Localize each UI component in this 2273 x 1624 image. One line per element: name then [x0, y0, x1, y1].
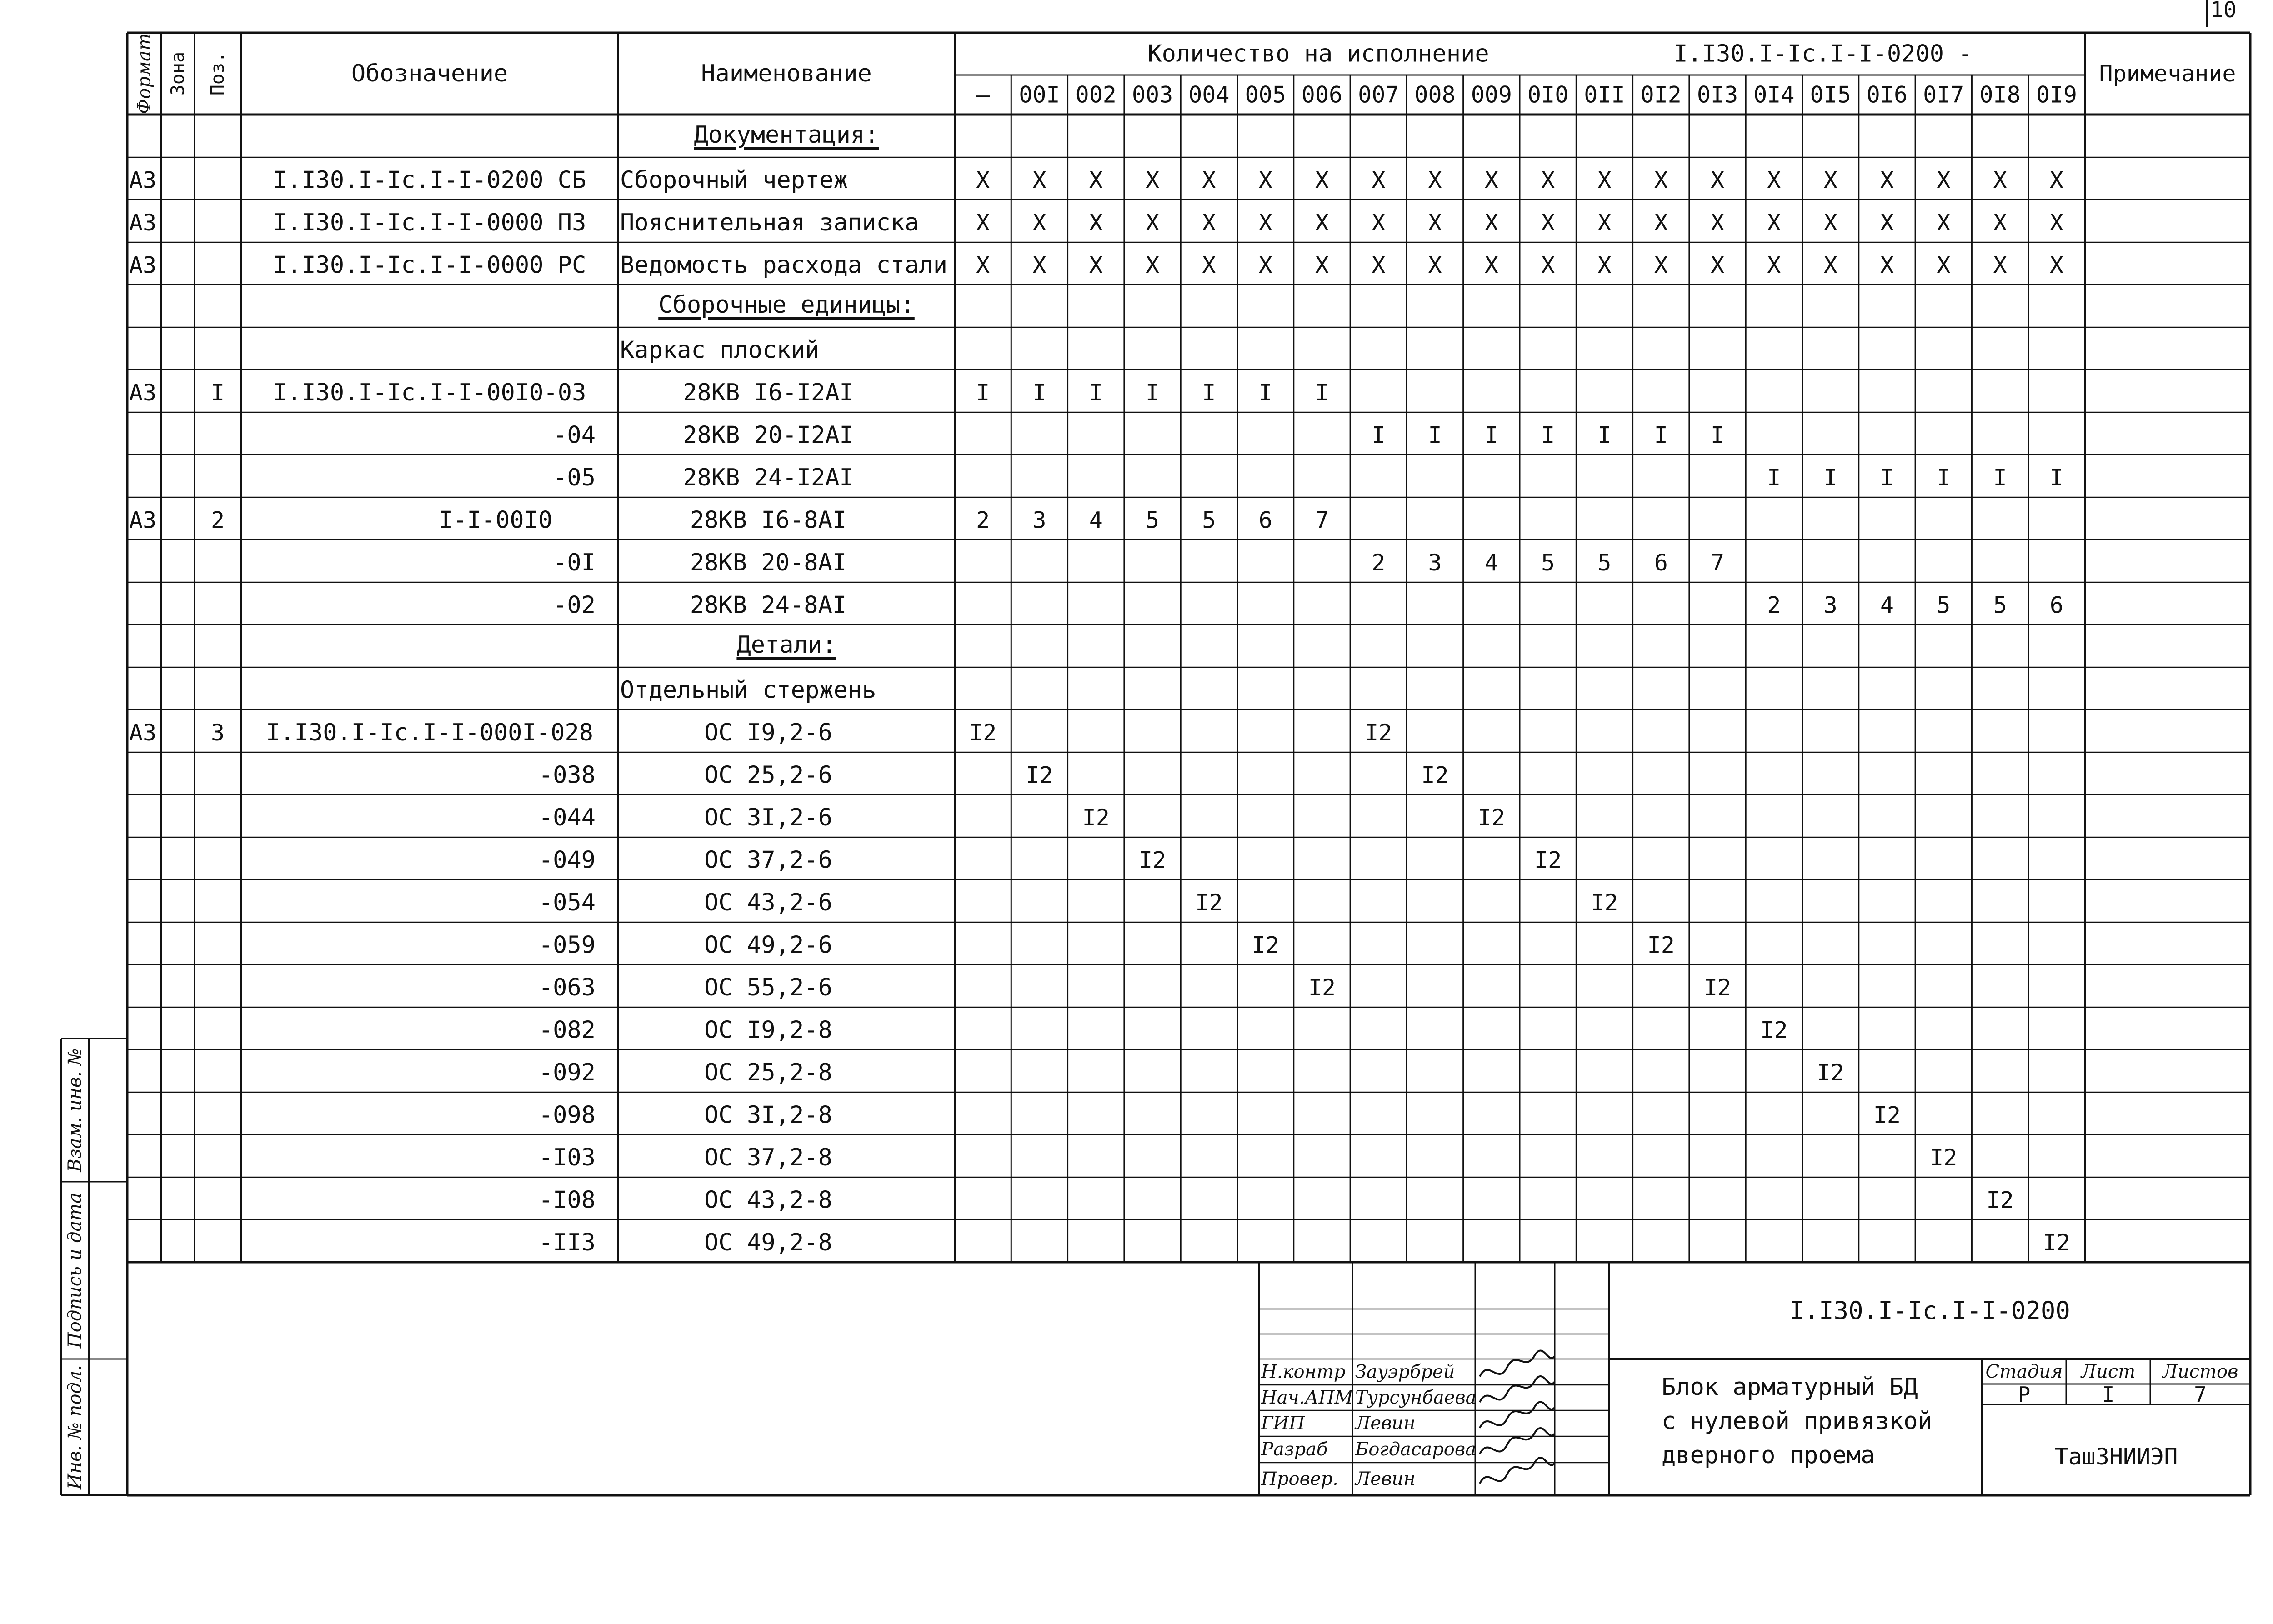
quantity-cell: I2	[1647, 932, 1675, 959]
variant-header: 0I7	[1923, 81, 1964, 108]
header-quantity-title: Количество на исполнение	[1147, 40, 1489, 68]
name-cell: 28КВ I6-8AI	[690, 506, 847, 534]
quantity-cell: X	[1880, 252, 1894, 279]
quantity-cell: I2	[1986, 1187, 2014, 1214]
quantity-cell: X	[1993, 210, 2007, 236]
quantity-cell: X	[2049, 167, 2063, 194]
quantity-cell: I	[1032, 380, 1046, 406]
designation-cell: I-I-00I0	[438, 506, 553, 534]
designation-cell: I.I30.I-Ic.I-I-0200 СБ	[273, 166, 586, 194]
quantity-cell: I	[976, 380, 990, 406]
quantity-cell: X	[2049, 210, 2063, 236]
quantity-cell: X	[1710, 252, 1725, 279]
quantity-cell: 7	[1710, 550, 1725, 576]
quantity-cell: X	[976, 167, 990, 194]
section-heading: Документация:	[694, 121, 879, 149]
quantity-cell: 5	[1202, 507, 1216, 534]
format-cell: A3	[129, 507, 157, 534]
quantity-cell: I2	[1026, 762, 1053, 789]
signer-name: Турсунбаева	[1355, 1387, 1477, 1408]
stamp-inv-number: Инв. № подл.	[65, 1365, 85, 1489]
designation-cell: -054	[538, 889, 596, 916]
designation-cell: -0I	[553, 549, 596, 576]
quantity-cell: X	[1597, 252, 1612, 279]
quantity-cell: X	[1032, 210, 1046, 236]
variant-header: 00I	[1019, 81, 1060, 108]
quantity-cell: I	[1428, 422, 1442, 449]
quantity-cell: X	[1089, 210, 1103, 236]
quantity-cell: X	[1767, 210, 1781, 236]
format-cell: A3	[129, 210, 157, 236]
quantity-cell: X	[1258, 252, 1272, 279]
designation-cell: I.I30.I-Ic.I-I-0000 ПЗ	[273, 209, 586, 236]
quantity-cell: X	[1258, 210, 1272, 236]
signer-role: Провер.	[1261, 1469, 1338, 1489]
variant-header: 0I8	[1979, 81, 2021, 108]
name-cell: ОС 49,2-8	[704, 1229, 832, 1256]
stamp-signature-date: Подпись и дата	[65, 1192, 85, 1349]
quantity-cell: I	[1258, 380, 1272, 406]
variant-header: 003	[1131, 81, 1173, 108]
quantity-cell: I	[2049, 465, 2063, 491]
format-cell: A3	[129, 167, 157, 194]
quantity-cell: X	[1654, 252, 1668, 279]
name-cell: ОС 25,2-8	[704, 1059, 832, 1086]
header-zone: Зона	[167, 51, 189, 96]
name-cell: Сборочный чертеж	[620, 166, 848, 194]
sheets-value: 7	[2194, 1382, 2207, 1407]
quantity-cell: 6	[2049, 592, 2063, 619]
name-cell: ОС 55,2-6	[704, 974, 832, 1001]
name-cell: ОС 49,2-6	[704, 931, 832, 959]
name-cell: Пояснительная записка	[620, 209, 919, 236]
quantity-cell: I2	[1308, 974, 1336, 1001]
quantity-cell: X	[1654, 167, 1668, 194]
quantity-cell: I	[1372, 422, 1386, 449]
signer-name: Богдасарова	[1355, 1439, 1476, 1460]
section-heading: Сборочные единицы:	[658, 291, 915, 319]
name-cell: 28КВ 20-I2AI	[683, 421, 854, 449]
quantity-cell: I2	[1591, 889, 1618, 916]
variant-header: 008	[1414, 81, 1456, 108]
signature-mark	[1480, 1402, 1555, 1428]
variant-header: 0I2	[1640, 81, 1682, 108]
signer-name: Левин	[1355, 1469, 1416, 1489]
quantity-cell: X	[1202, 252, 1216, 279]
stage-label: Стадия	[1985, 1361, 2063, 1382]
designation-cell: -I03	[538, 1144, 596, 1171]
variant-header: 009	[1471, 81, 1512, 108]
quantity-cell: X	[1823, 210, 1837, 236]
sheets-label: Листов	[2162, 1361, 2238, 1382]
quantity-cell: I	[1823, 465, 1837, 491]
doc-title-line: дверного проема	[1662, 1442, 1875, 1469]
signer-role: Нач.АПМ	[1261, 1387, 1353, 1408]
name-cell: 28КВ 24-8AI	[690, 591, 847, 619]
quantity-cell: X	[1541, 252, 1555, 279]
quantity-cell: X	[1089, 167, 1103, 194]
quantity-cell: 2	[1767, 592, 1781, 619]
variant-header: 002	[1075, 81, 1116, 108]
quantity-cell: I2	[1138, 847, 1167, 874]
quantity-cell: X	[1937, 210, 1951, 236]
quantity-cell: X	[1993, 167, 2007, 194]
quantity-cell: X	[1597, 210, 1612, 236]
name-cell: 28КВ 24-I2AI	[683, 464, 854, 491]
quantity-cell: X	[1145, 167, 1160, 194]
variant-header: 0II	[1584, 81, 1625, 108]
quantity-cell: 2	[1372, 550, 1386, 576]
format-cell: A3	[129, 380, 157, 406]
variant-header: 007	[1358, 81, 1399, 108]
variant-header: 005	[1245, 81, 1286, 108]
pos-cell: 2	[210, 507, 225, 534]
quantity-cell: I2	[1477, 805, 1505, 831]
quantity-cell: X	[1089, 252, 1103, 279]
quantity-cell: 3	[1823, 592, 1837, 619]
quantity-cell: X	[1993, 252, 2007, 279]
variant-header: 0I6	[1866, 81, 1908, 108]
signer-name: Зауэрбрей	[1355, 1361, 1455, 1383]
quantity-cell: X	[1145, 210, 1160, 236]
quantity-cell: I2	[1082, 805, 1110, 831]
header-pos: Поз.	[207, 51, 228, 96]
quantity-cell: X	[1937, 167, 1951, 194]
quantity-cell: 5	[1937, 592, 1951, 619]
quantity-cell: X	[1597, 167, 1612, 194]
name-cell: ОС 3I,2-6	[704, 804, 832, 831]
quantity-cell: 5	[1597, 550, 1612, 576]
designation-cell: -02	[553, 591, 596, 619]
quantity-cell: 6	[1654, 550, 1668, 576]
organization: ТашЗНИИЭП	[2054, 1444, 2178, 1470]
quantity-cell: I	[1880, 465, 1894, 491]
quantity-cell: I2	[1930, 1144, 1958, 1171]
quantity-cell: X	[2049, 252, 2063, 279]
name-cell: Ведомость расхода стали	[620, 251, 948, 279]
quantity-cell: I	[1484, 422, 1498, 449]
designation-cell: -092	[538, 1059, 596, 1086]
variant-header: –	[976, 81, 990, 108]
name-cell: ОС 3I,2-8	[704, 1101, 832, 1129]
quantity-cell: I2	[1534, 847, 1562, 874]
name-cell: ОС 43,2-6	[704, 889, 832, 916]
quantity-cell: X	[1372, 167, 1386, 194]
quantity-cell: X	[1428, 167, 1442, 194]
stamp-replaced-inv: Взам. инв. №	[65, 1048, 85, 1172]
quantity-cell: I	[1993, 465, 2007, 491]
variant-header: 0I0	[1527, 81, 1569, 108]
designation-cell: I.I30.I-Ic.I-I-00I0-03	[273, 379, 586, 406]
quantity-cell: I2	[1760, 1017, 1788, 1044]
quantity-cell: X	[1767, 167, 1781, 194]
quantity-cell: X	[1710, 167, 1725, 194]
designation-cell: -098	[538, 1101, 596, 1129]
doc-title-line: с нулевой привязкой	[1662, 1408, 1932, 1435]
quantity-cell: I	[1710, 422, 1725, 449]
quantity-cell: I	[1315, 380, 1329, 406]
sheet-label: Лист	[2081, 1361, 2136, 1382]
quantity-cell: 5	[1993, 592, 2007, 619]
section-heading: Детали:	[736, 631, 836, 659]
quantity-cell: X	[1428, 210, 1442, 236]
quantity-cell: X	[1654, 210, 1668, 236]
quantity-cell: 5	[1145, 507, 1160, 534]
quantity-cell: X	[1372, 252, 1386, 279]
designation-cell: -063	[538, 974, 596, 1001]
header-format: Формат	[134, 33, 155, 114]
quantity-cell: I2	[1252, 932, 1279, 959]
designation-cell: -04	[553, 421, 596, 449]
quantity-cell: I2	[1817, 1059, 1844, 1086]
signer-role: Н.контр	[1261, 1361, 1346, 1383]
quantity-cell: X	[976, 210, 990, 236]
name-cell: ОС 37,2-8	[704, 1144, 832, 1171]
variant-header: 006	[1301, 81, 1343, 108]
quantity-cell: I2	[1195, 889, 1223, 916]
quantity-cell: X	[1937, 252, 1951, 279]
quantity-cell: X	[1032, 167, 1046, 194]
quantity-cell: I	[1654, 422, 1668, 449]
quantity-cell: X	[1258, 167, 1272, 194]
variant-header: 0I3	[1697, 81, 1738, 108]
variant-header: 0I9	[2036, 81, 2078, 108]
quantity-cell: X	[1823, 167, 1837, 194]
signer-name: Левин	[1355, 1413, 1416, 1434]
quantity-cell: I	[1937, 465, 1951, 491]
designation-cell: -II3	[538, 1229, 596, 1256]
quantity-cell: 4	[1880, 592, 1894, 619]
signature-mark	[1480, 1428, 1555, 1454]
quantity-cell: I2	[2043, 1229, 2070, 1256]
quantity-cell: X	[1145, 252, 1160, 279]
quantity-cell: 4	[1089, 507, 1103, 534]
quantity-cell: X	[1541, 167, 1555, 194]
header-quantity-code: I.I30.I-Ic.I-I-0200 -	[1673, 40, 1973, 68]
quantity-cell: X	[1315, 167, 1329, 194]
quantity-cell: X	[1880, 167, 1894, 194]
quantity-cell: 5	[1541, 550, 1555, 576]
designation-cell: -038	[538, 761, 596, 789]
quantity-cell: I	[1145, 380, 1160, 406]
quantity-cell: X	[1484, 167, 1498, 194]
name-cell: ОС 43,2-8	[704, 1186, 832, 1214]
quantity-cell: X	[1315, 210, 1329, 236]
quantity-cell: 7	[1315, 507, 1329, 534]
doc-title-line: Блок арматурный БД	[1662, 1374, 1918, 1401]
quantity-cell: I	[1541, 422, 1555, 449]
quantity-cell: X	[1032, 252, 1046, 279]
designation-cell: I.I30.I-Ic.I-I-0000 РС	[273, 251, 586, 279]
page-number: 10	[2210, 0, 2237, 23]
pos-cell: 3	[210, 720, 225, 746]
quantity-cell: I	[1767, 465, 1781, 491]
quantity-cell: X	[1823, 252, 1837, 279]
name-cell: Каркас плоский	[620, 336, 820, 364]
quantity-cell: 6	[1258, 507, 1272, 534]
name-cell: 28КВ I6-I2AI	[683, 379, 854, 406]
quantity-cell: I	[1202, 380, 1216, 406]
quantity-cell: X	[976, 252, 990, 279]
quantity-cell: X	[1484, 252, 1498, 279]
designation-cell: I.I30.I-Ic.I-I-000I-028	[265, 719, 594, 746]
quantity-cell: X	[1541, 210, 1555, 236]
quantity-cell: 3	[1428, 550, 1442, 576]
variant-header: 0I5	[1810, 81, 1851, 108]
quantity-cell: I	[1089, 380, 1103, 406]
name-cell: ОС I9,2-6	[704, 719, 832, 746]
header-designation: Обозначение	[351, 60, 508, 87]
sheet-value: I	[2102, 1382, 2115, 1407]
name-cell: ОС 37,2-6	[704, 846, 832, 874]
designation-cell: -059	[538, 931, 596, 959]
stage-value: Р	[2018, 1382, 2031, 1407]
quantity-cell: I2	[969, 720, 997, 746]
pos-cell: I	[210, 380, 225, 406]
signer-role: ГИП	[1261, 1413, 1305, 1434]
quantity-cell: X	[1767, 252, 1781, 279]
designation-cell: -I08	[538, 1186, 596, 1214]
designation-cell: -044	[538, 804, 596, 831]
variant-header: 0I4	[1753, 81, 1795, 108]
signer-role: Разраб	[1261, 1439, 1328, 1460]
header-name: Наименование	[701, 60, 872, 87]
designation-cell: -05	[553, 464, 596, 491]
quantity-cell: X	[1202, 210, 1216, 236]
designation-cell: -049	[538, 846, 596, 874]
quantity-cell: I2	[1421, 762, 1449, 789]
format-cell: A3	[129, 720, 157, 746]
header-note: Примечание	[2099, 60, 2236, 87]
quantity-cell: I2	[1703, 974, 1732, 1001]
name-cell: 28КВ 20-8AI	[690, 549, 847, 576]
variant-header: 004	[1188, 81, 1230, 108]
quantity-cell: X	[1315, 252, 1329, 279]
quantity-cell: 3	[1032, 507, 1046, 534]
format-cell: A3	[129, 252, 157, 279]
name-cell: ОС I9,2-8	[704, 1016, 832, 1044]
name-cell: Отдельный стержень	[620, 676, 876, 704]
doc-code: I.I30.I-Ic.I-I-0200	[1789, 1296, 2070, 1325]
quantity-cell: X	[1710, 210, 1725, 236]
quantity-cell: 4	[1484, 550, 1498, 576]
quantity-cell: I2	[1365, 720, 1392, 746]
quantity-cell: X	[1428, 252, 1442, 279]
name-cell: ОС 25,2-6	[704, 761, 832, 789]
quantity-cell: 2	[976, 507, 990, 534]
quantity-cell: I2	[1873, 1102, 1901, 1129]
signature-mark	[1480, 1376, 1555, 1402]
signature-mark	[1480, 1458, 1555, 1484]
quantity-cell: X	[1484, 210, 1498, 236]
quantity-cell: X	[1202, 167, 1216, 194]
quantity-cell: I	[1597, 422, 1612, 449]
signature-mark	[1480, 1351, 1555, 1377]
designation-cell: -082	[538, 1016, 596, 1044]
quantity-cell: X	[1372, 210, 1386, 236]
quantity-cell: X	[1880, 210, 1894, 236]
